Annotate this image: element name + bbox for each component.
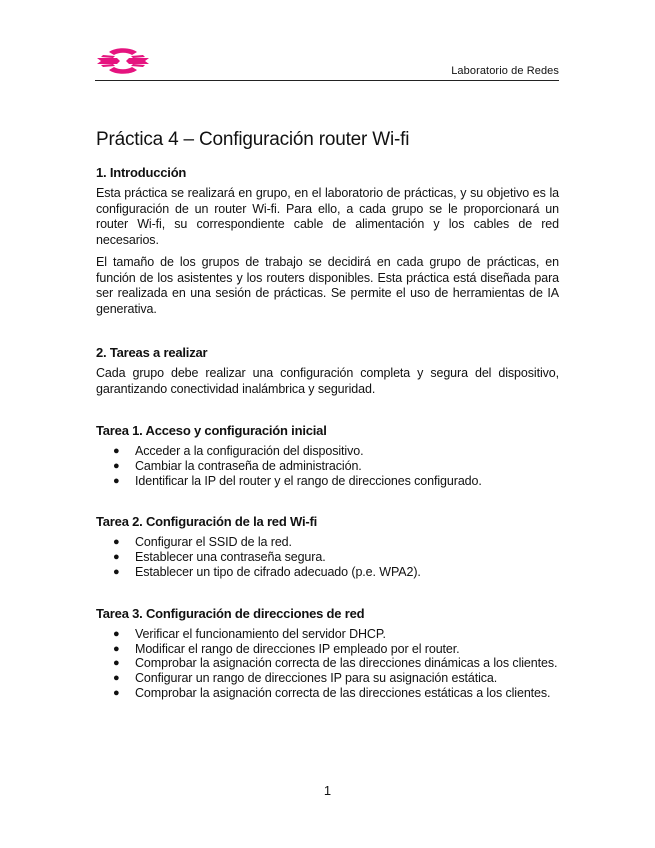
- list-item: [96, 535, 559, 550]
- list-item: [96, 671, 559, 686]
- header-title: Laboratorio de Redes: [451, 65, 559, 77]
- intro-paragraph-2: El tamaño de los grupos de trabajo se decidirá en cada grupo de prácticas, en función de los asistentes y los routers disponibles. Esta práctica está diseñada para ser realizada en una sesión de prácticas. Se permite el uso de herramientas de IA generativa.: [96, 255, 559, 316]
- intro-paragraph-1: Esta práctica se realizará en grupo, en el laboratorio de prácticas, y su objetivo es la configuración de un router Wi-fi. Para ello, a cada grupo se le proporcionará un router Wi-fi, su correspondiente cable de alimentación y los cables de red necesarios.: [96, 186, 559, 247]
- document-title: Práctica 4 – Configuración router Wi-fi: [96, 129, 410, 150]
- list-item-text: Comprobar la asignación correcta de las direcciones estáticas a los clientes.: [135, 685, 551, 700]
- list-item: [96, 686, 559, 701]
- bullet-icon: ●: [113, 445, 120, 457]
- list-item-text: Establecer una contraseña segura.: [135, 550, 326, 565]
- tasks-heading: 2. Tareas a realizar: [96, 345, 208, 360]
- bullet-icon: ●: [113, 551, 120, 564]
- list-item: [96, 474, 559, 489]
- list-item-text: Verificar el funcionamiento del servidor DHCP.: [135, 626, 386, 641]
- list-item: [96, 444, 559, 459]
- task-3-list: [96, 627, 559, 701]
- task-3-heading: Tarea 3. Configuración de direcciones de red: [96, 605, 365, 621]
- bullet-icon: ●: [113, 672, 120, 685]
- intro-heading: 1. Introducción: [96, 165, 187, 180]
- bullet-icon: ●: [113, 686, 120, 699]
- list-item: [96, 459, 559, 474]
- list-item-text: Acceder a la configuración del dispositivo.: [135, 444, 364, 458]
- bullet-icon: ●: [113, 536, 120, 549]
- list-item: [96, 642, 559, 657]
- bullet-icon: ●: [113, 657, 120, 670]
- list-item: [96, 627, 559, 642]
- task-1-heading: Tarea 1. Acceso y configuración inicial: [96, 423, 327, 438]
- list-item: [96, 565, 559, 580]
- page-header: [95, 40, 559, 81]
- list-item-text: Cambiar la contraseña de administración.: [135, 458, 362, 473]
- task-2-heading: Tarea 2. Configuración de la red Wi-fi: [96, 514, 318, 530]
- list-item: [96, 550, 559, 565]
- bullet-icon: ●: [113, 459, 120, 472]
- bullet-icon: ●: [113, 642, 120, 655]
- list-item-text: Configurar un rango de direcciones IP para su asignación estática.: [135, 671, 498, 686]
- page-number: 1: [323, 783, 332, 798]
- list-item-text: Identificar la IP del router y el rango de direcciones configurado.: [135, 473, 482, 488]
- university-logo-icon: [95, 46, 151, 76]
- bullet-icon: ●: [113, 627, 120, 640]
- list-item-text: Establecer un tipo de cifrado adecuado (p.e. WPA2).: [135, 564, 421, 579]
- tasks-paragraph: Cada grupo debe realizar una configuración completa y segura del dispositivo, garantizando conectividad inalámbrica y seguridad.: [96, 366, 559, 396]
- list-item-text: Comprobar la asignación correcta de las direcciones dinámicas a los clientes.: [135, 656, 558, 671]
- list-item-text: Modificar el rango de direcciones IP empleado por el router.: [135, 641, 460, 656]
- list-item: [96, 656, 559, 671]
- document-body: [96, 128, 559, 701]
- bullet-icon: ●: [113, 565, 120, 578]
- bullet-icon: ●: [113, 474, 120, 487]
- list-item-text: Configurar el SSID de la red.: [135, 535, 292, 550]
- task-1-list: [96, 444, 559, 488]
- task-2-list: [96, 535, 559, 579]
